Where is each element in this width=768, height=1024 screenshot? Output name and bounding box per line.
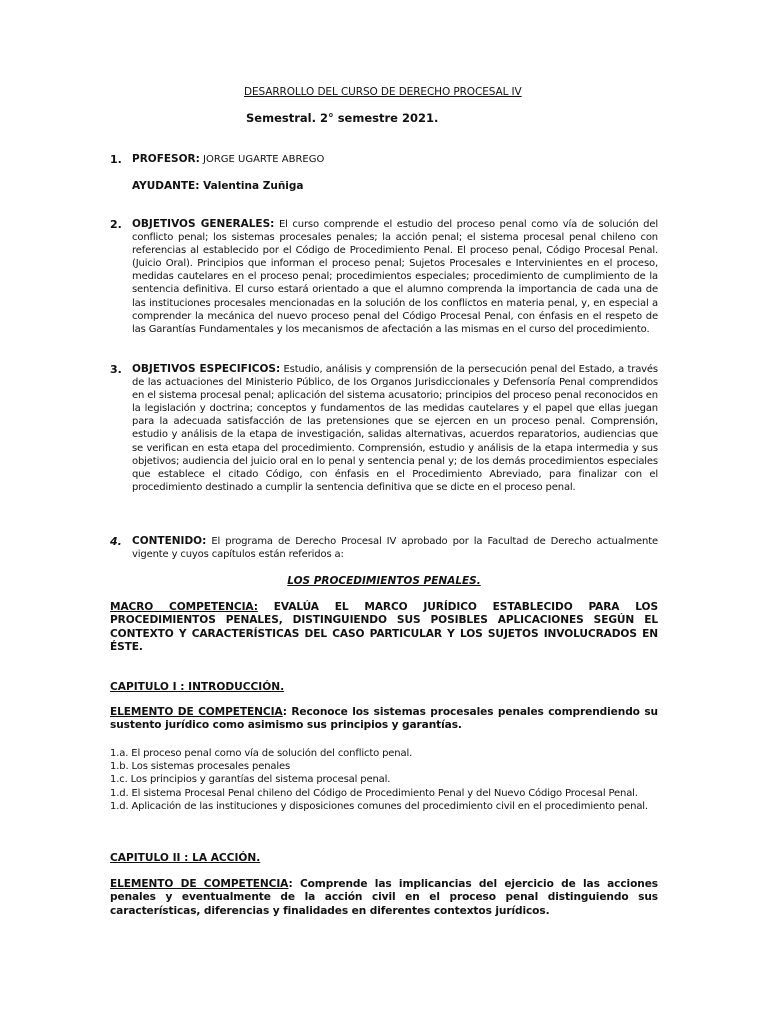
list-item: 1.a. El proceso penal como vía de solución del conflicto penal. xyxy=(110,748,413,759)
objetivos-especificos-text: Estudio, análisis y comprensión de la persecución penal del Estado, a través de las actuaciones del Ministerio Público, de los Organos Jurisdiccionales y Defensoría Penal comprendidos en el sistema procesal penal; aplicación del sistema acusatorio; principios del proceso penal reconocidos en la legislación y doctrina; conceptos y fundamentos de las medidas cautelares y el papel que ellas juegan para la adecuada satisfacción de las pretensiones que se ejercen en un proceso penal. Comprensión, estudio y análisis de la etapa de investigación, salidas alternativas, acuerdos reparatorios, audiencias que se verifican en esta etapa del procedimiento. Comprensión, estudio y análisis de la etapa intermedia y sus objetivos; audiencia del juicio oral en lo penal y sentencia penal y; de los demás procedimientos especiales que establece el citado Código, con énfasis en el Procedimiento Abreviado, para finalizar con el procedimiento destinado a cumplir la sentencia definitiva que se dicte en el proceso penal. xyxy=(132,364,658,493)
list-item: 1.d. Aplicación de las instituciones y disposiciones comunes del procedimiento civil en el procedimiento penal. xyxy=(110,800,648,812)
macro-competencia-paragraph xyxy=(110,601,658,655)
capitulo-1-title: CAPITULO I : INTRODUCCIÓN. xyxy=(110,681,285,693)
contenido-label: CONTENIDO: xyxy=(132,535,207,547)
capitulo-2-title: CAPITULO II : LA ACCIÓN. xyxy=(110,852,261,864)
section-2-number: 2. xyxy=(110,218,122,231)
capitulo-1-elemento xyxy=(110,706,658,733)
document-title: DESARROLLO DEL CURSO DE DERECHO PROCESAL IV xyxy=(244,86,522,98)
procedimientos-title: LOS PROCEDIMIENTOS PENALES. xyxy=(287,575,481,587)
semester-line: Semestral. 2° semestre 2021. xyxy=(246,111,439,125)
objetivos-generales-text: El curso comprende el estudio del proceso penal como vía de solución del conflicto penal; los sistemas procesales penales; la acción penal; el sistema procesal penal chileno con referencias al establecido por el Código de Procedimiento Penal. El proceso penal, Código Procesal Penal. (Juicio Oral). Principios que informan el proceso penal; Sujetos Procesales e Intervinientes en el proceso, medidas cautelares en el proceso penal; procedimientos especiales; procedimiento de cumplimiento de la sentencia definitiva. El curso estará orientado a que el alumno comprenda la importancia de cada una de las instituciones procesales mencionadas en la solución de los conflictos en materia penal, y, en especial a comprender la mecánica del nuevo proceso penal del Código Procesal Penal, con énfasis en el respeto de las Garantías Fundamentales y los mecanismos de afectación a las mismas en el curso del procedimiento. xyxy=(132,219,658,335)
section-4-number: 4. xyxy=(110,535,122,548)
macro-competencia-label: MACRO COMPETENCIA: xyxy=(110,601,258,613)
ayudante-line xyxy=(132,180,304,192)
list-item: 1.b. Los sistemas procesales penales xyxy=(110,761,291,773)
contenido-paragraph xyxy=(132,535,658,561)
capitulo-2-elemento xyxy=(110,878,658,918)
macro-competencia-text: EVALÚA EL MARCO JURÍDICO ESTABLECIDO PARA LOS PROCEDIMIENTOS PENALES, DISTINGUIENDO SUS POSIBLES APLICACIONES SEGÚN EL CONTEXTO Y CARACTERÍSTICAS DEL CASO PARTICULAR Y LOS SUJETOS INVOLUCRADOS EN ÉSTE. xyxy=(110,601,658,654)
capitulo-1-elemento-label: ELEMENTO DE COMPETENCIA xyxy=(110,706,283,718)
list-item: 1.d. El sistema Procesal Penal chileno del Código de Procedimiento Penal y del Nuevo Código Procesal Penal. xyxy=(110,787,638,799)
capitulo-1-elemento-text: : Reconoce los sistemas procesales penales comprendiendo su sustento jurídico como asimismo sus principios y garantías. xyxy=(110,706,658,732)
objetivos-especificos-label: OBJETIVOS ESPECIFICOS: xyxy=(132,363,281,375)
ayudante-label: AYUDANTE: xyxy=(132,180,200,192)
profesor-name: JORGE UGARTE ABREGO xyxy=(199,154,325,165)
objetivos-generales-paragraph xyxy=(132,218,658,336)
contenido-text: El programa de Derecho Procesal IV aprobado por la Facultad de Derecho actualmente vigente y cuyos capítulos están referidos a: xyxy=(132,536,658,561)
profesor-label: PROFESOR: xyxy=(132,153,200,165)
capitulo-2-elemento-text: : Comprende las implicancias del ejercicio de las acciones penales y eventualmente de la acción civil en el proceso penal distinguiendo sus características, diferencias y finalidades en diferentes contextos jurídicos. xyxy=(110,878,658,917)
section-1-number: 1. xyxy=(110,153,122,166)
capitulo-2-elemento-label: ELEMENTO DE COMPETENCIA xyxy=(110,878,289,890)
ayudante-name: Valentina Zuñiga xyxy=(199,180,304,192)
section-3-number: 3. xyxy=(110,363,122,376)
objetivos-generales-label: OBJETIVOS GENERALES: xyxy=(132,218,275,230)
list-item: 1.c. Los principios y garantías del sistema procesal penal. xyxy=(110,774,391,786)
objetivos-especificos-paragraph xyxy=(132,363,658,494)
profesor-line xyxy=(132,153,324,165)
capitulo-1-items xyxy=(110,747,658,813)
